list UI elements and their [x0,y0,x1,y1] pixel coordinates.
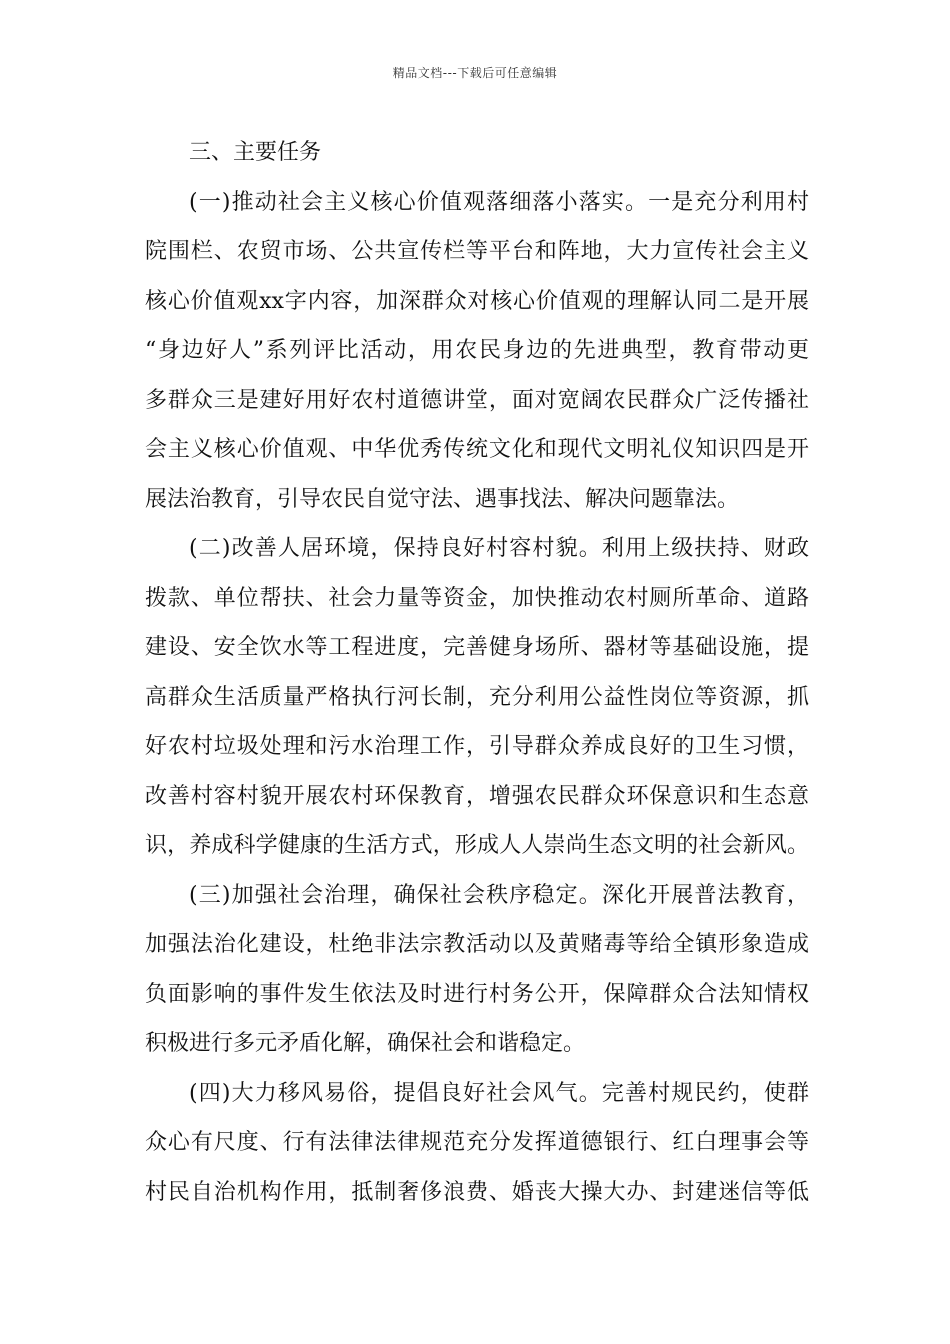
paragraph-3-line-2: 加强法治化建设，杜绝非法宗教活动以及黄赌毒等给全镇形象造成 [145,932,809,957]
paragraph-2-line-1: (二)改善人居环境，保持良好村容村貌。利用上级扶持、财政 [189,536,809,561]
paragraph-1-line-7: 展法治教育，引导农民自觉守法、遇事找法、解决问题靠法。 [145,486,740,512]
paragraph-2-line-3: 建设、安全饮水等工程进度，完善健身场所、器材等基础设施，提 [145,635,809,660]
paragraph-4-line-1: (四)大力移风易俗，提倡良好社会风气。完善村规民约，使群 [189,1080,809,1106]
paragraph-2-line-2: 拨款、单位帮扶、社会力量等资金，加快推动农村厕所革命、道路 [145,585,809,611]
paragraph-1-line-4: “身边好人”系列评比活动，用农民身边的先进典型，教育带动更 [145,338,809,363]
paragraph-1-line-1: (一)推动社会主义核心价值观落细落小落实。一是充分利用村 [189,189,809,215]
paragraph-2-line-7: 识，养成科学健康的生活方式，形成人人崇尚生态文明的社会新风。 [145,833,809,858]
section-heading: 三、主要任务 [189,140,322,165]
paragraph-4-line-3: 村民自治机构作用，抵制奢侈浪费、婚丧大操大办、封建迷信等低 [145,1179,809,1205]
paragraph-1-line-6: 会主义核心价值观、中华优秀传统文化和现代文明礼仪知识四是开 [145,437,809,462]
paragraph-3-line-3: 负面影响的事件发生依法及时进行村务公开，保障群众合法知情权 [145,981,809,1007]
paragraph-3-line-4: 积极进行多元矛盾化解，确保社会和谐稳定。 [145,1031,586,1056]
document-body [145,128,809,1217]
paragraph-2-line-6: 改善村容村貌开展农村环保教育，增强农民群众环保意识和生态意 [145,783,809,809]
paragraph-1-line-2: 院围栏、农贸市场、公共宣传栏等平台和阵地，大力宣传社会主义 [145,239,809,264]
page-header: 精品文档---下载后可任意编辑 [392,66,558,80]
paragraph-2-line-4: 高群众生活质量严格执行河长制，充分利用公益性岗位等资源，抓 [145,684,809,710]
paragraph-4-line-2: 众心有尺度、行有法律法律规范充分发挥道德银行、红白理事会等 [145,1130,809,1155]
paragraph-3-line-1: (三)加强社会治理，确保社会秩序稳定。深化开展普法教育， [189,882,809,908]
paragraph-2-line-5: 好农村垃圾处理和污水治理工作，引导群众养成良好的卫生习惯， [145,734,809,759]
paragraph-1-line-5: 多群众三是建好用好农村道德讲堂，面对宽阔农民群众广泛传播社 [145,387,809,413]
paragraph-1-line-3: 核心价值观xx字内容，加深群众对核心价值观的理解认同二是开展 [145,288,809,314]
